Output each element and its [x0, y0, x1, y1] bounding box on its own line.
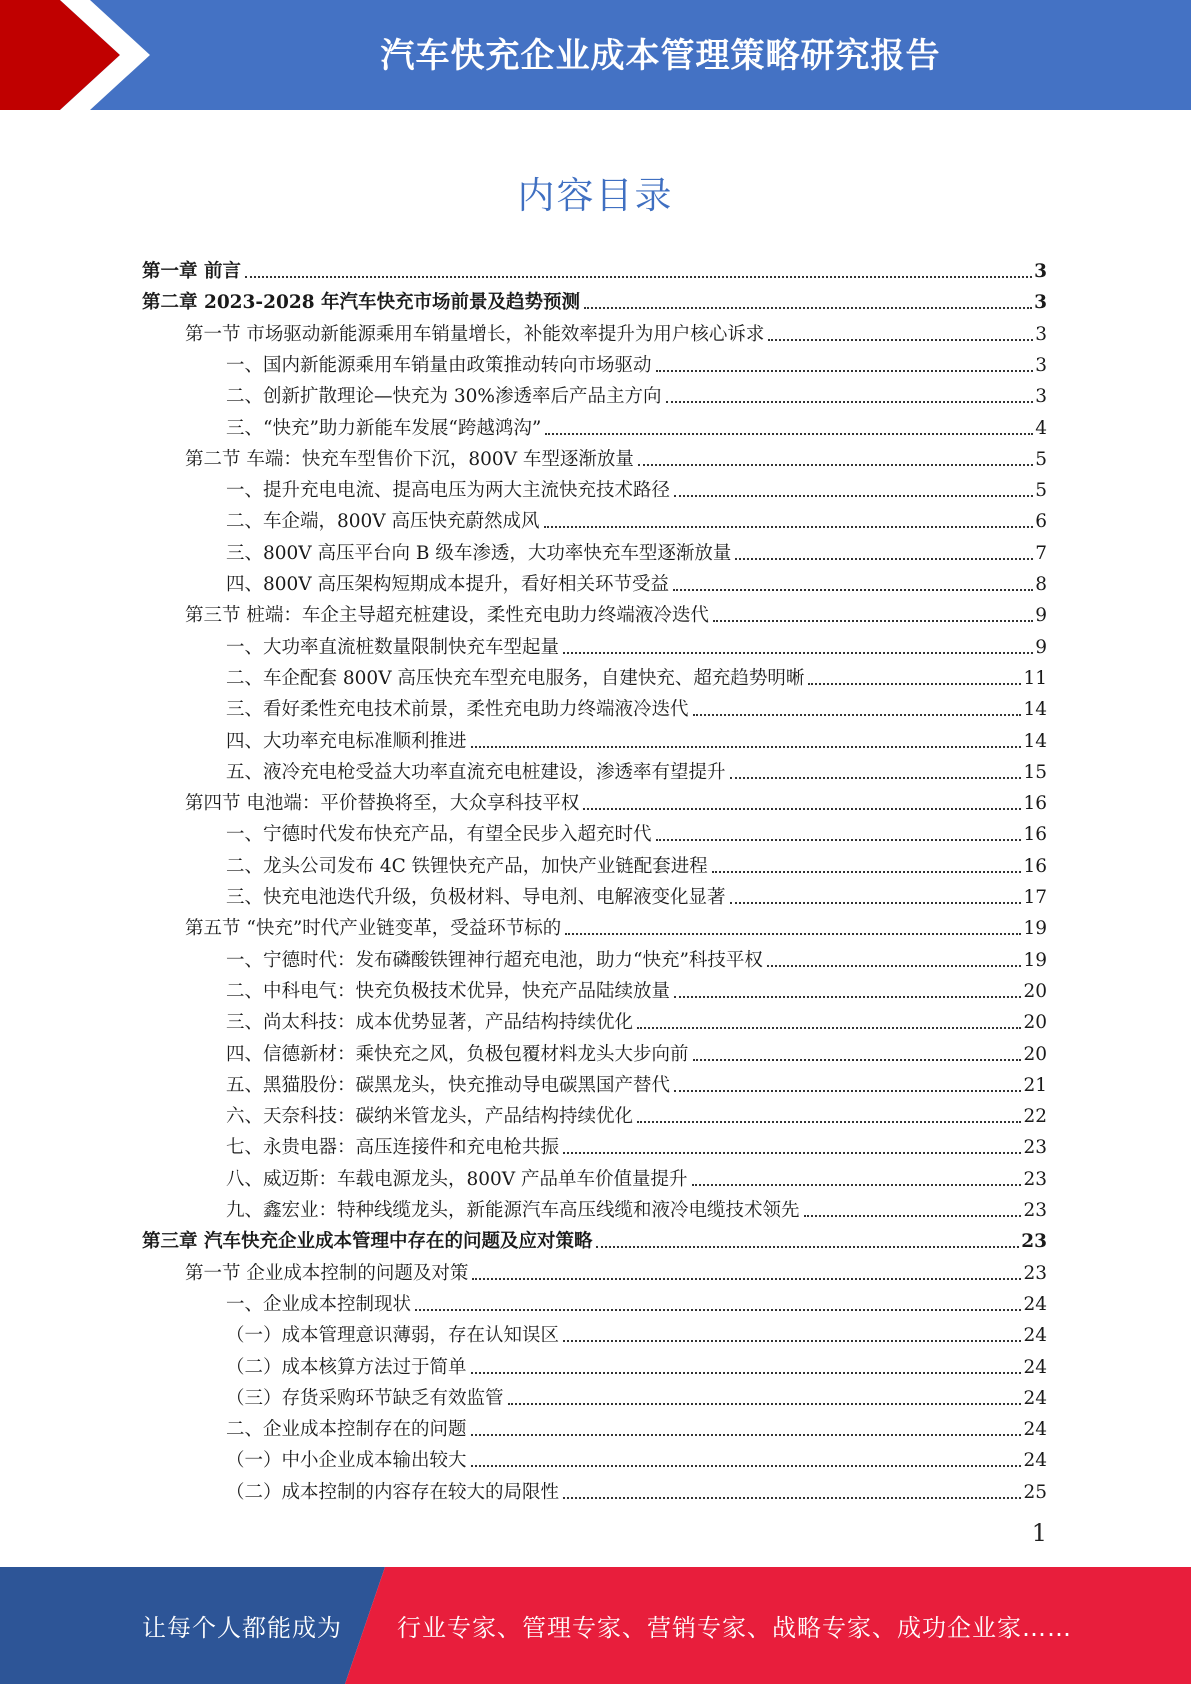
toc-dot-leader — [596, 1246, 1019, 1248]
toc-entry[interactable] — [185, 1255, 1047, 1286]
toc-dot-leader — [730, 777, 1022, 779]
toc-entry[interactable] — [226, 1161, 1047, 1192]
toc-entry-page: 22 — [1023, 1106, 1047, 1128]
toc-dot-leader — [767, 965, 1022, 967]
toc-entry-label: 二、创新扩散理论—快充为 30%渗透率后产品主方向 — [226, 386, 662, 408]
toc-entry-label: 四、信德新材：乘快充之风，负极包覆材料龙头大步向前 — [226, 1043, 689, 1065]
toc-entry[interactable] — [226, 1129, 1047, 1160]
toc-dot-leader — [768, 339, 1033, 341]
toc-entry-label: 一、企业成本控制现状 — [226, 1293, 412, 1315]
toc-entry[interactable] — [226, 879, 1047, 910]
toc-entry[interactable] — [142, 1223, 1047, 1254]
toc-entry-label: 五、液冷充电枪受益大功率直流充电桩建设，渗透率有望提升 — [226, 761, 726, 783]
toc-dot-leader — [713, 620, 1033, 622]
toc-dot-leader — [656, 839, 1022, 841]
toc-entry-page: 24 — [1023, 1356, 1047, 1378]
toc-entry-label: （二）成本控制的内容存在较大的局限性 — [226, 1481, 560, 1503]
report-title: 汽车快充企业成本管理策略研究报告 — [380, 35, 941, 76]
toc-entry[interactable] — [226, 1036, 1047, 1067]
toc-entry-page: 19 — [1023, 949, 1047, 971]
toc-entry-label: 一、国内新能源乘用车销量由政策推动转向市场驱动 — [226, 354, 652, 376]
toc-entry[interactable] — [185, 910, 1047, 941]
toc-entry-label: 第三章 汽车快充企业成本管理中存在的问题及应对策略 — [142, 1231, 593, 1253]
toc-entry-page: 23 — [1023, 1137, 1047, 1159]
toc-entry-page: 16 — [1023, 855, 1047, 877]
toc-entry-page: 15 — [1023, 761, 1047, 783]
toc-entry-page: 9 — [1035, 636, 1047, 658]
toc-dot-leader — [730, 902, 1022, 904]
toc-entry[interactable] — [226, 660, 1047, 691]
toc-entry-page: 24 — [1023, 1293, 1047, 1315]
toc-entry[interactable] — [226, 347, 1047, 378]
toc-entry[interactable] — [185, 316, 1047, 347]
toc-entry-label: （三）存货采购环节缺乏有效监管 — [226, 1387, 504, 1409]
toc-entry-label: 第一章 前言 — [142, 261, 241, 282]
toc-entry[interactable] — [185, 441, 1047, 472]
footer-slogan-right: 行业专家、管理专家、营销专家、战略专家、成功企业家…… — [397, 1614, 1072, 1642]
toc-dot-leader — [712, 871, 1022, 873]
toc-dot-leader — [471, 1372, 1022, 1374]
toc-entry-label: 三、快充电池迭代升级，负极材料、导电剂、电解液变化显著 — [226, 887, 726, 908]
toc-entry-label: 五、黑猫股份：碳黑龙头，快充推动导电碳黑国产替代 — [226, 1074, 671, 1096]
toc-entry-page: 4 — [1035, 417, 1047, 439]
toc-dot-leader — [245, 276, 1032, 278]
toc-entry-page: 19 — [1023, 918, 1047, 940]
toc-entry[interactable] — [226, 629, 1047, 660]
toc-entry-label: 第一节 市场驱动新能源乘用车销量增长，补能效率提升为用户核心诉求 — [185, 323, 765, 345]
toc-entry[interactable] — [226, 566, 1047, 597]
toc-entry-label: 八、威迈斯：车载电源龙头，800V 产品单车价值量提升 — [226, 1168, 688, 1190]
toc-heading: 内容目录 — [517, 174, 674, 217]
toc-entry[interactable] — [226, 503, 1047, 534]
toc-entry[interactable] — [226, 1192, 1047, 1223]
toc-entry[interactable] — [185, 785, 1047, 816]
toc-entry-page: 24 — [1023, 1387, 1047, 1409]
toc-entry-label: 二、企业成本控制存在的问题 — [226, 1419, 467, 1441]
toc-dot-leader — [674, 1090, 1021, 1092]
toc-entry-label: 第二节 车端：快充车型售价下沉，800V 车型逐渐放量 — [185, 448, 634, 470]
toc-entry-label: 三、看好柔性充电技术前景，柔性充电助力终端液冷迭代 — [226, 699, 689, 721]
toc-entry-page: 17 — [1023, 887, 1047, 908]
toc-dot-leader — [508, 1403, 1022, 1405]
toc-entry-page: 3 — [1035, 323, 1047, 345]
toc-entry-page: 16 — [1023, 793, 1047, 815]
toc-entry-label: （二）成本核算方法过于简单 — [226, 1356, 467, 1378]
toc-entry-page: 25 — [1023, 1481, 1047, 1503]
toc-entry[interactable] — [226, 816, 1047, 847]
toc-dot-leader — [666, 401, 1034, 403]
toc-entry-page: 23 — [1023, 1200, 1047, 1221]
toc-entry-label: 一、大功率直流桩数量限制快充车型起量 — [226, 636, 560, 658]
toc-entry[interactable] — [226, 973, 1047, 1004]
toc-entry-label: 四、大功率充电标准顺利推进 — [226, 730, 467, 752]
toc-entry-label: 六、天奈科技：碳纳米管龙头，产品结构持续优化 — [226, 1106, 634, 1128]
toc-entry-label: （一）中小企业成本输出较大 — [226, 1450, 467, 1472]
toc-entry-page: 23 — [1023, 1168, 1047, 1190]
toc-dot-leader — [563, 1497, 1021, 1499]
toc-entry[interactable] — [226, 1349, 1047, 1380]
toc-entry-label: 二、车企配套 800V 高压快充车型充电服务，自建快充、超充趋势明晰 — [226, 667, 805, 689]
toc-dot-leader — [583, 808, 1021, 810]
toc-entry-page: 24 — [1023, 1450, 1047, 1472]
toc-entry-label: 三、800V 高压平台向 B 级车渗透，大功率快充车型逐渐放量 — [226, 542, 732, 564]
toc-entry-page: 3 — [1035, 386, 1047, 408]
toc-entry[interactable] — [226, 378, 1047, 409]
toc-entry-label: 第三节 桩端：车企主导超充桩建设，柔性充电助力终端液冷迭代 — [185, 605, 709, 627]
toc-dot-leader — [693, 1059, 1022, 1061]
toc-dot-leader — [565, 933, 1021, 935]
toc-entry[interactable] — [226, 942, 1047, 973]
toc-entry[interactable] — [226, 1442, 1047, 1473]
toc-entry-label: 九、鑫宏业：特种线缆龙头，新能源汽车高压线缆和液冷电缆技术领先 — [226, 1200, 800, 1221]
toc-dot-leader — [804, 1215, 1022, 1217]
toc-entry-label: 第一节 企业成本控制的问题及对策 — [185, 1262, 469, 1284]
toc-dot-leader — [471, 746, 1022, 748]
toc-entry-page: 20 — [1023, 1043, 1047, 1065]
toc-dot-leader — [472, 1278, 1021, 1280]
toc-entry[interactable] — [226, 848, 1047, 879]
header-banner — [0, 0, 1191, 110]
toc-entry[interactable] — [226, 1286, 1047, 1317]
toc-entry-page: 16 — [1023, 824, 1047, 846]
toc-dot-leader — [674, 495, 1033, 497]
toc-dot-leader — [584, 307, 1032, 309]
toc-entry-page: 11 — [1023, 667, 1047, 689]
toc-entry[interactable] — [226, 691, 1047, 722]
toc-dot-leader — [735, 558, 1033, 560]
toc-entry[interactable] — [226, 754, 1047, 785]
toc-dot-leader — [637, 1027, 1021, 1029]
toc-entry[interactable] — [226, 1411, 1047, 1442]
toc-entry-page: 3 — [1034, 292, 1047, 314]
toc-entry-label: 一、宁德时代发布快充产品，有望全民步入超充时代 — [226, 824, 652, 846]
toc-entry-page: 6 — [1035, 511, 1047, 533]
toc-entry-page: 21 — [1023, 1074, 1047, 1096]
toc-entry[interactable] — [226, 1317, 1047, 1348]
toc-entry-page: 5 — [1035, 448, 1047, 470]
toc-entry[interactable] — [226, 410, 1047, 441]
toc-dot-leader — [692, 1184, 1022, 1186]
toc-dot-leader — [544, 526, 1034, 528]
toc-dot-leader — [471, 1465, 1022, 1467]
toc-entry-page: 3 — [1035, 354, 1047, 376]
toc-entry-page: 24 — [1023, 1419, 1047, 1441]
toc-dot-leader — [656, 370, 1034, 372]
toc-entry-label: 四、800V 高压架构短期成本提升，看好相关环节受益 — [226, 574, 670, 595]
toc-dot-leader — [673, 589, 1033, 591]
toc-entry-page: 5 — [1035, 480, 1047, 502]
toc-entry-label: 一、提升充电电流、提高电压为两大主流快充技术路径 — [226, 480, 671, 502]
toc-entry-page: 24 — [1023, 1325, 1047, 1347]
toc-dot-leader — [637, 1121, 1021, 1123]
toc-entry-page: 14 — [1023, 699, 1047, 721]
toc-dot-leader — [563, 1152, 1021, 1154]
toc-dot-leader — [674, 996, 1021, 998]
toc-entry-label: 三、尚太科技：成本优势显著，产品结构持续优化 — [226, 1012, 634, 1034]
toc-dot-leader — [638, 464, 1033, 466]
toc-entry[interactable] — [142, 253, 1047, 284]
toc-entry-label: 第五节 “快充”时代产业链变革，受益环节标的 — [185, 918, 562, 940]
toc-dot-leader — [563, 1340, 1021, 1342]
toc-dot-leader — [545, 433, 1033, 435]
toc-entry[interactable] — [226, 1067, 1047, 1098]
toc-entry-label: 七、永贵电器：高压连接件和充电枪共振 — [226, 1137, 560, 1159]
toc-entry-page: 20 — [1023, 980, 1047, 1002]
footer-banner — [0, 1567, 1191, 1684]
toc-entry-page: 20 — [1023, 1012, 1047, 1034]
toc-entry-page: 3 — [1034, 261, 1047, 282]
toc-entry[interactable] — [185, 597, 1047, 628]
toc-entry[interactable] — [142, 284, 1047, 315]
toc-entry-label: 二、中科电气：快充负极技术优异，快充产品陆续放量 — [226, 980, 671, 1002]
toc-dot-leader — [808, 683, 1021, 685]
toc-entry-page: 9 — [1035, 605, 1047, 627]
toc-entry-label: 二、车企端，800V 高压快充蔚然成风 — [226, 511, 540, 533]
toc-entry[interactable] — [226, 1380, 1047, 1411]
toc-entry[interactable] — [226, 1004, 1047, 1035]
toc-dot-leader — [471, 1434, 1022, 1436]
toc-dot-leader — [415, 1309, 1021, 1311]
page-number: 1 — [1031, 1519, 1047, 1547]
toc-entry-page: 23 — [1021, 1231, 1047, 1253]
toc-entry[interactable] — [226, 1474, 1047, 1505]
toc-entry-label: 第四节 电池端：平价替换将至，大众享科技平权 — [185, 793, 580, 815]
toc-entry-label: 一、宁德时代：发布磷酸铁锂神行超充电池，助力“快充”科技平权 — [226, 949, 763, 971]
toc-entry-label: 第二章 2023-2028 年汽车快充市场前景及趋势预测 — [142, 292, 581, 314]
toc-dot-leader — [693, 714, 1022, 716]
toc-entry-label: 二、龙头公司发布 4C 铁锂快充产品，加快产业链配套进程 — [226, 855, 708, 877]
footer-slogan-left: 让每个人都能成为 — [142, 1614, 342, 1642]
toc-entry-label: （一）成本管理意识薄弱，存在认知误区 — [226, 1325, 560, 1347]
toc-entry[interactable] — [226, 1098, 1047, 1129]
toc-entry-label: 三、“快充”助力新能车发展“跨越鸿沟” — [226, 417, 542, 439]
toc-entry-page: 23 — [1023, 1262, 1047, 1284]
toc-entry[interactable] — [226, 723, 1047, 754]
toc-dot-leader — [563, 652, 1033, 654]
toc-entry[interactable] — [226, 472, 1047, 503]
toc-entry-page: 14 — [1023, 730, 1047, 752]
toc-entry-page: 8 — [1035, 574, 1047, 595]
toc-entry[interactable] — [226, 535, 1047, 566]
toc-entry-page: 7 — [1035, 542, 1047, 564]
